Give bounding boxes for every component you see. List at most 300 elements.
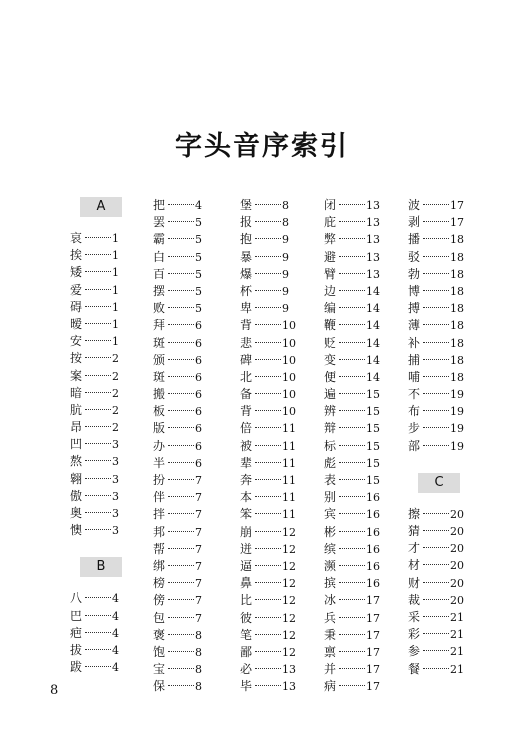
leader-dots	[255, 410, 281, 411]
index-entry	[240, 300, 318, 317]
leader-dots	[168, 393, 194, 394]
entry-character: 矮	[70, 265, 83, 280]
leader-dots	[168, 565, 194, 566]
index-entry	[240, 283, 318, 300]
entry-page-number: 20	[450, 559, 464, 573]
entry-page-number: 6	[195, 422, 202, 436]
entry-character: 部	[408, 438, 421, 453]
index-entry	[70, 608, 148, 625]
leader-dots	[168, 273, 194, 274]
leader-dots	[339, 582, 365, 583]
index-entry	[324, 472, 402, 489]
entry-character: 擦	[408, 506, 421, 521]
index-entry	[408, 249, 486, 266]
index-entry	[153, 524, 231, 541]
index-entry	[408, 557, 486, 574]
entry-page-number: 14	[366, 302, 380, 316]
leader-dots	[168, 376, 194, 377]
entry-character: 霸	[153, 232, 166, 247]
entry-page-number: 5	[195, 250, 202, 264]
leader-dots	[423, 582, 449, 583]
entry-page-number: 18	[450, 233, 464, 247]
entry-character: 榜	[153, 576, 166, 591]
index-entry	[70, 402, 148, 419]
entry-character: 包	[153, 610, 166, 625]
entry-character: 奔	[240, 473, 253, 487]
leader-dots	[423, 445, 449, 446]
entry-page-number: 10	[282, 353, 296, 367]
entry-character: 爱	[70, 282, 83, 297]
entry-page-number: 3	[112, 472, 119, 486]
entry-character: 编	[324, 301, 337, 316]
entry-page-number: 20	[450, 593, 464, 607]
entry-character: 比	[240, 593, 253, 608]
leader-dots	[255, 548, 281, 549]
entry-page-number: 7	[195, 594, 202, 608]
leader-dots	[339, 342, 365, 343]
index-column-4	[324, 197, 402, 695]
entry-character: 绑	[153, 558, 166, 573]
entry-page-number: 18	[450, 370, 464, 384]
entry-page-number: 8	[195, 645, 202, 659]
page-number: 8	[50, 683, 59, 698]
section-gap	[408, 455, 486, 473]
entry-page-number: 6	[195, 456, 202, 470]
entry-page-number: 7	[195, 525, 202, 539]
leader-dots	[85, 597, 111, 598]
leader-dots	[255, 376, 281, 377]
entry-character: 并	[324, 662, 337, 677]
index-entry	[240, 369, 318, 386]
entry-character: 搬	[153, 387, 166, 402]
leader-dots	[423, 359, 449, 360]
entry-page-number: 18	[450, 319, 464, 333]
entry-page-number: 10	[282, 319, 296, 333]
entry-page-number: 8	[195, 628, 202, 642]
index-entry	[408, 626, 486, 643]
index-entry	[240, 197, 318, 214]
entry-character: 播	[408, 232, 421, 247]
leader-dots	[339, 359, 365, 360]
index-entry	[153, 610, 231, 627]
leader-dots	[423, 530, 449, 531]
entry-character: 拔	[70, 642, 83, 657]
leader-dots	[255, 531, 281, 532]
index-entry	[408, 197, 486, 214]
index-entry	[153, 214, 231, 231]
entry-character: 别	[324, 490, 337, 505]
entry-character: 彬	[324, 524, 337, 539]
entry-page-number: 16	[366, 508, 380, 522]
leader-dots	[255, 634, 281, 635]
index-entry	[240, 644, 318, 661]
leader-dots	[255, 427, 281, 428]
leader-dots	[168, 685, 194, 686]
entry-page-number: 4	[112, 643, 119, 657]
entry-page-number: 16	[366, 559, 380, 573]
index-entry	[240, 214, 318, 231]
entry-page-number: 15	[366, 388, 380, 402]
entry-character: 庇	[324, 215, 337, 230]
index-entry	[240, 524, 318, 541]
entry-character: 白	[153, 249, 166, 264]
index-entry	[408, 643, 486, 660]
leader-dots	[423, 513, 449, 514]
entry-page-number: 17	[366, 611, 380, 625]
entry-page-number: 12	[282, 577, 296, 591]
entry-character: 捕	[408, 352, 421, 367]
leader-dots	[339, 427, 365, 428]
entry-page-number: 13	[366, 267, 380, 281]
index-entry	[324, 575, 402, 592]
entry-character: 疤	[70, 625, 83, 640]
leader-dots	[85, 666, 111, 667]
entry-character: 剥	[408, 215, 421, 230]
entry-character: 彼	[240, 610, 253, 625]
entry-character: 奥	[70, 506, 83, 520]
entry-page-number: 8	[195, 663, 202, 677]
index-entry	[240, 249, 318, 266]
entry-page-number: 21	[450, 610, 464, 624]
entry-character: 碑	[240, 352, 253, 367]
entry-character: 斑	[153, 369, 166, 384]
entry-character: 哀	[70, 231, 83, 245]
index-entry	[324, 627, 402, 644]
entry-character: 步	[408, 421, 421, 436]
leader-dots	[168, 290, 194, 291]
index-entry	[240, 420, 318, 437]
entry-page-number: 5	[195, 233, 202, 247]
index-entry	[240, 489, 318, 506]
entry-character: 摆	[153, 283, 166, 298]
entry-character: 帮	[153, 541, 166, 556]
entry-page-number: 12	[282, 525, 296, 539]
index-entry	[153, 489, 231, 506]
index-entry	[240, 661, 318, 678]
index-entry	[70, 350, 148, 367]
entry-page-number: 20	[450, 507, 464, 521]
section-letter-heading: A	[80, 197, 122, 217]
index-entry	[240, 266, 318, 283]
entry-character: 毕	[240, 679, 253, 694]
entry-page-number: 10	[282, 405, 296, 419]
entry-character: 悲	[240, 335, 253, 350]
entry-character: 暗	[70, 385, 83, 400]
leader-dots	[85, 237, 111, 238]
index-entry	[70, 299, 148, 316]
leader-dots	[423, 650, 449, 651]
entry-page-number: 2	[112, 352, 119, 366]
index-entry	[153, 455, 231, 472]
leader-dots	[339, 599, 365, 600]
leader-dots	[85, 271, 111, 272]
entry-character: 宾	[324, 507, 337, 522]
leader-dots	[339, 634, 365, 635]
entry-page-number: 9	[282, 250, 289, 264]
leader-dots	[339, 496, 365, 497]
leader-dots	[168, 513, 194, 514]
entry-character: 薄	[408, 318, 421, 333]
entry-page-number: 5	[195, 267, 202, 281]
index-entry	[324, 300, 402, 317]
leader-dots	[168, 651, 194, 652]
index-entry	[153, 249, 231, 266]
index-column-1	[70, 197, 148, 676]
entry-page-number: 3	[112, 438, 119, 452]
index-entry	[408, 386, 486, 403]
index-entry	[70, 419, 148, 436]
entry-character: 碍	[70, 299, 83, 314]
entry-page-number: 7	[195, 542, 202, 556]
entry-character: 败	[153, 301, 166, 316]
index-entry	[324, 335, 402, 352]
index-column-3	[240, 197, 318, 695]
leader-dots	[255, 204, 281, 205]
index-entry	[324, 558, 402, 575]
entry-character: 按	[70, 351, 83, 366]
leader-dots	[168, 238, 194, 239]
entry-page-number: 11	[282, 456, 296, 470]
entry-page-number: 15	[366, 439, 380, 453]
index-entry	[153, 472, 231, 489]
index-entry	[324, 610, 402, 627]
entry-character: 邦	[153, 524, 166, 539]
index-entry	[240, 438, 318, 455]
leader-dots	[255, 565, 281, 566]
entry-page-number: 13	[366, 216, 380, 230]
index-entry	[153, 627, 231, 644]
index-entry	[324, 644, 402, 661]
entry-character: 不	[408, 387, 421, 402]
entry-page-number: 1	[112, 300, 119, 314]
index-entry	[324, 541, 402, 558]
entry-character: 傲	[70, 488, 83, 503]
index-entry	[408, 592, 486, 609]
entry-character: 半	[153, 455, 166, 470]
entry-character: 办	[153, 438, 166, 453]
entry-page-number: 20	[450, 542, 464, 556]
index-entry	[240, 335, 318, 352]
entry-page-number: 16	[366, 525, 380, 539]
entry-character: 才	[408, 541, 421, 556]
entry-page-number: 4	[112, 609, 119, 623]
index-entry	[408, 266, 486, 283]
index-entry	[70, 385, 148, 402]
entry-page-number: 19	[450, 439, 464, 453]
leader-dots	[85, 289, 111, 290]
entry-character: 便	[324, 369, 337, 384]
entry-character: 翱	[70, 471, 83, 486]
entry-page-number: 7	[195, 508, 202, 522]
leader-dots	[339, 479, 365, 480]
index-entry	[324, 386, 402, 403]
leader-dots	[423, 290, 449, 291]
entry-character: 保	[153, 679, 166, 694]
entry-character: 辈	[240, 455, 253, 470]
entry-page-number: 6	[195, 370, 202, 384]
entry-character: 百	[153, 266, 166, 281]
leader-dots	[255, 685, 281, 686]
entry-page-number: 18	[450, 302, 464, 316]
entry-page-number: 1	[112, 249, 119, 263]
index-entry	[324, 283, 402, 300]
entry-page-number: 6	[195, 388, 202, 402]
leader-dots	[339, 565, 365, 566]
leader-dots	[423, 564, 449, 565]
entry-page-number: 19	[450, 422, 464, 436]
entry-character: 扮	[153, 473, 166, 487]
leader-dots	[168, 617, 194, 618]
entry-page-number: 15	[366, 405, 380, 419]
index-entry	[408, 369, 486, 386]
index-entry	[240, 575, 318, 592]
entry-page-number: 16	[366, 491, 380, 505]
leader-dots	[339, 221, 365, 222]
entry-page-number: 13	[366, 250, 380, 264]
leader-dots	[255, 617, 281, 618]
entry-page-number: 15	[366, 456, 380, 470]
entry-page-number: 16	[366, 542, 380, 556]
entry-character: 摈	[324, 576, 337, 591]
leader-dots	[85, 529, 111, 530]
entry-page-number: 1	[112, 335, 119, 349]
leader-dots	[423, 273, 449, 274]
index-entry	[408, 335, 486, 352]
leader-dots	[255, 479, 281, 480]
entry-character: 彪	[324, 455, 337, 470]
index-entry	[240, 541, 318, 558]
entry-character: 拜	[153, 318, 166, 333]
leader-dots	[168, 496, 194, 497]
entry-character: 本	[240, 490, 253, 505]
entry-page-number: 9	[282, 302, 289, 316]
index-entry	[324, 438, 402, 455]
entry-character: 北	[240, 369, 253, 384]
leader-dots	[168, 634, 194, 635]
leader-dots	[423, 342, 449, 343]
entry-character: 逼	[240, 558, 253, 573]
entry-page-number: 2	[112, 421, 119, 435]
entry-page-number: 6	[195, 319, 202, 333]
entry-page-number: 7	[195, 577, 202, 591]
index-entry	[153, 266, 231, 283]
leader-dots	[255, 651, 281, 652]
leader-dots	[423, 204, 449, 205]
leader-dots	[339, 651, 365, 652]
entry-character: 昂	[70, 420, 83, 435]
entry-character: 崩	[240, 524, 253, 539]
index-entry	[408, 300, 486, 317]
index-entry	[70, 642, 148, 659]
index-entry	[70, 282, 148, 299]
entry-character: 宝	[153, 662, 166, 677]
entry-character: 参	[408, 644, 421, 659]
entry-page-number: 20	[450, 525, 464, 538]
index-entry	[70, 230, 148, 247]
entry-page-number: 12	[282, 559, 296, 573]
leader-dots	[339, 445, 365, 446]
entry-character: 被	[240, 438, 253, 453]
index-entry	[324, 352, 402, 369]
entry-page-number: 8	[195, 680, 202, 694]
index-entry	[408, 523, 486, 540]
leader-dots	[85, 323, 111, 324]
entry-character: 背	[240, 404, 253, 419]
leader-dots	[85, 306, 111, 307]
leader-dots	[423, 616, 449, 617]
leader-dots	[85, 460, 111, 461]
leader-dots	[255, 273, 281, 274]
leader-dots	[168, 479, 194, 480]
index-entry	[324, 489, 402, 506]
entry-character: 贬	[324, 335, 337, 350]
leader-dots	[255, 445, 281, 446]
index-entry	[240, 678, 318, 695]
index-entry	[153, 541, 231, 558]
entry-page-number: 17	[366, 645, 380, 659]
entry-character: 变	[324, 352, 337, 367]
entry-page-number: 4	[112, 661, 119, 675]
entry-character: 冰	[324, 593, 337, 608]
entry-character: 跋	[70, 660, 83, 675]
entry-page-number: 13	[366, 199, 380, 212]
leader-dots	[85, 443, 111, 444]
leader-dots	[255, 462, 281, 463]
index-entry	[240, 317, 318, 334]
index-entry	[408, 609, 486, 626]
entry-page-number: 1	[112, 266, 119, 280]
entry-character: 笨	[240, 507, 253, 522]
leader-dots	[168, 599, 194, 600]
entry-character: 裁	[408, 592, 421, 607]
entry-page-number: 18	[450, 284, 464, 298]
leader-dots	[255, 256, 281, 257]
leader-dots	[255, 582, 281, 583]
entry-character: 哺	[408, 369, 421, 384]
entry-character: 八	[70, 591, 83, 606]
entry-character: 闭	[324, 198, 337, 212]
entry-character: 餐	[408, 661, 421, 676]
entry-character: 报	[240, 215, 253, 230]
index-entry	[324, 197, 402, 214]
index-entry	[70, 488, 148, 505]
index-entry	[408, 540, 486, 557]
index-entry	[324, 661, 402, 678]
index-entry	[153, 197, 231, 214]
entry-character: 弊	[324, 232, 337, 247]
leader-dots	[255, 359, 281, 360]
entry-character: 备	[240, 387, 253, 402]
entry-page-number: 9	[282, 267, 289, 281]
index-entry	[70, 247, 148, 264]
index-entry	[240, 231, 318, 248]
index-entry	[324, 249, 402, 266]
entry-character: 材	[408, 558, 421, 573]
entry-page-number: 12	[282, 628, 296, 642]
entry-page-number: 14	[366, 370, 380, 384]
index-entry	[240, 386, 318, 403]
entry-page-number: 3	[112, 489, 119, 503]
entry-page-number: 3	[112, 455, 119, 469]
entry-page-number: 15	[366, 422, 380, 436]
index-entry	[324, 420, 402, 437]
leader-dots	[339, 513, 365, 514]
entry-page-number: 1	[112, 232, 119, 245]
entry-character: 波	[408, 198, 421, 212]
entry-character: 遍	[324, 387, 337, 402]
entry-page-number: 5	[195, 216, 202, 230]
index-entry	[240, 455, 318, 472]
